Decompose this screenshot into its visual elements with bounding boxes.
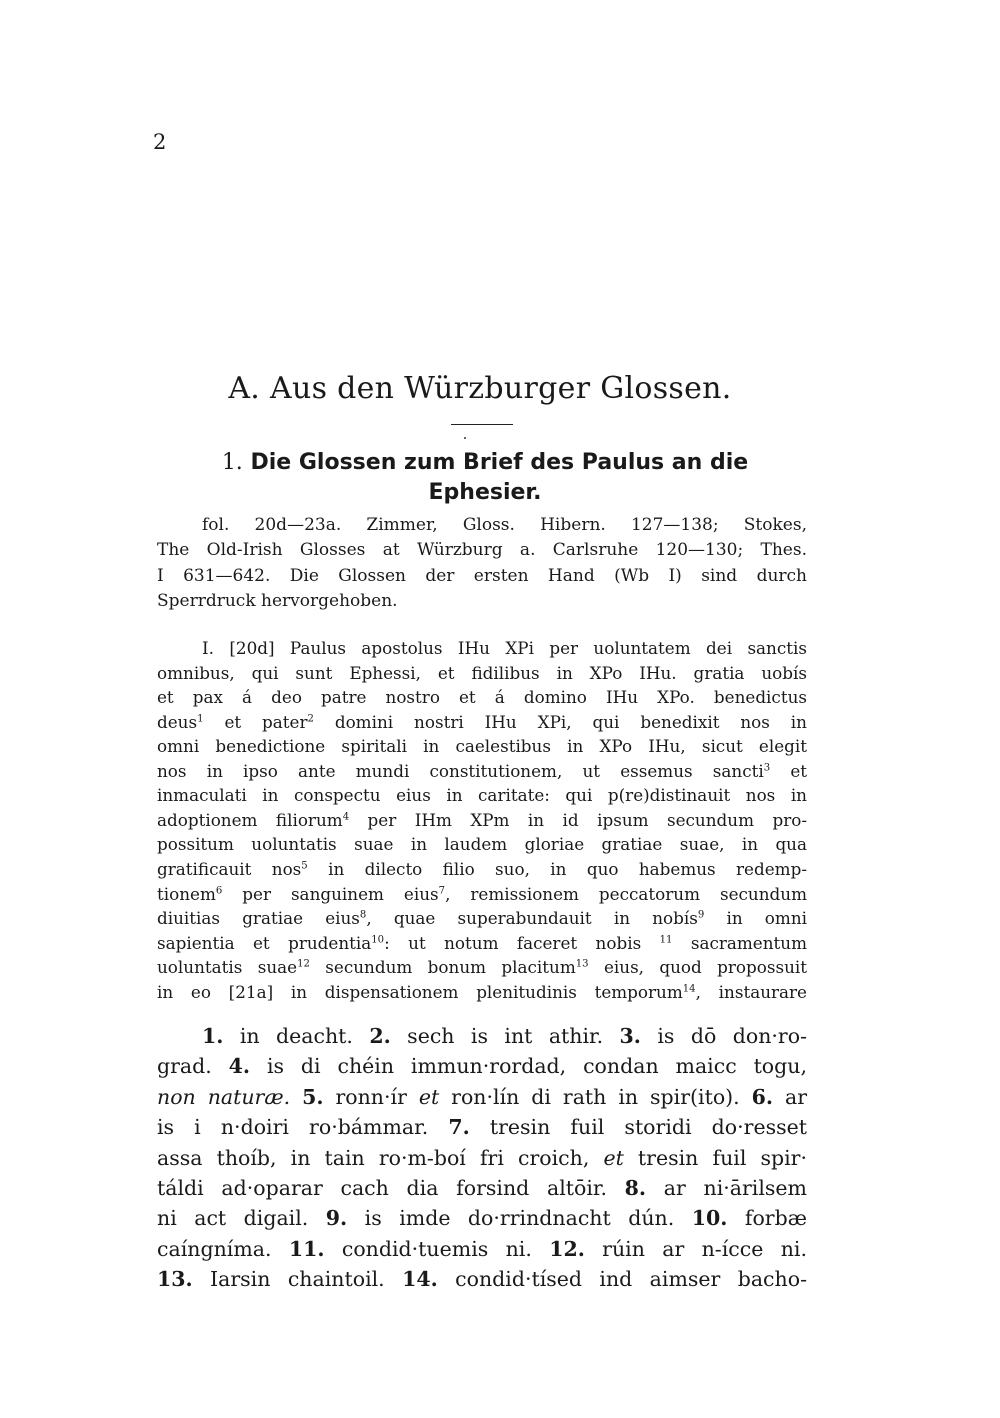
text-segment: tresin fuil storidi do·resset [469,1115,807,1140]
footnote-marker: 3 [763,762,771,774]
gloss-line [157,1112,807,1143]
text-line [157,906,807,931]
footnote-marker: 13 [575,958,589,970]
text-segment: secundum bonum placitum [309,957,576,978]
gloss-number: 13. [157,1267,193,1292]
text-segment: et [770,760,807,781]
text-segment: per sanguinem eius [222,883,439,904]
gloss-line [157,1082,807,1113]
title-rule-dot [464,437,466,439]
gloss-line [157,1173,807,1204]
footnote-marker: 2 [307,713,314,725]
text-line [157,955,807,980]
gloss-number: 7. [448,1115,470,1140]
subsection-number: 1. [221,450,243,475]
text-segment: is dō don·ro- [640,1024,808,1048]
text-segment [290,1085,302,1109]
gloss-number: 1. [202,1024,224,1048]
text-line: inmaculati in conspectu eius in caritate: qui p(re)distinauit nos in [157,785,807,806]
footnote-marker: 11 [659,934,673,945]
italic-text: non naturæ. [157,1084,291,1109]
gloss-number: 14. [402,1267,438,1292]
text-segment: condid·tuemis ni. [324,1236,550,1261]
gloss-number: 12. [549,1236,585,1261]
text-line: possitum uoluntatis suae in laudem gloriae gratiae suae, in qua [157,834,807,855]
text-line [157,857,807,882]
footnote-marker: 1 [197,713,204,725]
text-line [157,808,807,833]
text-segment: in eo [21a] in dispensationem plenitudinis temporum [157,981,683,1002]
text-segment: grad. [157,1054,229,1079]
text-segment: diuitias gratiae eius [157,908,360,929]
text-segment: sech is int athir. [390,1024,620,1048]
gloss-line [157,1021,807,1052]
gloss-number: 6. [751,1084,774,1109]
text-segment: in dilecto filio suo, in quo habemus redemp- [307,858,807,879]
gloss-number: 10. [691,1206,728,1231]
gloss-line [157,1234,807,1265]
gloss-number: 4. [228,1054,251,1079]
gloss-number: 9. [325,1206,348,1231]
gloss-line [157,1264,807,1295]
text-segment: is i n·doiri ro·bámmar. [157,1115,449,1140]
text-line: et pax á deo patre nostro et á domino IHu XPo. benedictus [157,687,807,708]
text-segment: in deacht. [223,1024,370,1048]
text-segment: is di chéin immun·rordad, condan maicc togu, [250,1054,807,1079]
gloss-number: 11. [288,1236,325,1261]
title-rule [451,424,513,425]
source-line: The Old-Irish Glosses at Würzburg a. Carlsruhe 120—130; Thes. [157,540,807,561]
text-segment: sapientia et prudentia [157,932,372,953]
source-line: fol. 20d—23a. Zimmer, Gloss. Hibern. 127—138; Stokes, [202,515,807,535]
subsection-title-line-2: Ephesier. [428,480,542,505]
italic-text: et [418,1084,440,1109]
text-segment: tionem [157,883,216,904]
text-segment: , remissionem peccatorum secundum [445,883,807,904]
text-segment: forbæ [727,1206,807,1231]
text-segment: , instaurare [695,981,807,1002]
footnote-marker: 4 [342,811,350,823]
text-segment: , quae superabundauit in nobís [366,908,698,929]
footnote-marker: 9 [697,909,705,921]
text-line: omni benedictione spiritali in caelestibus in XPo IHu, sicut elegit [157,736,807,757]
source-line: Sperrdruck hervorgehoben. [157,590,398,611]
text-segment: assa thoíb, in tain ro·m-boí fri croich, [157,1145,604,1170]
footnote-marker: 10 [371,934,385,945]
text-segment: per IHm XPm in id ipsum secundum pro- [349,809,807,830]
footnote-marker: 5 [301,860,308,872]
text-line [157,710,807,735]
text-line: I. [20d] Paulus apostolus IHu XPi per uoluntatem dei sanctis [202,638,807,658]
text-segment: tresin fuil spir· [623,1145,807,1170]
text-segment: adoptionem filiorum [157,809,343,830]
text-segment: in omni [704,908,807,929]
text-line [157,882,807,907]
text-segment: nos in ipso ante mundi constitutionem, ut essemus sancti [157,760,764,781]
text-segment: Iarsin chaintoil. [192,1267,403,1292]
section-title: A. Aus den Würzburger Glossen. [228,371,732,406]
text-segment: eius, quod propossuit [588,957,807,978]
subsection-title [160,448,810,508]
source-line: I 631—642. Die Glossen der ersten Hand (Wb I) sind durch [157,565,807,586]
text-segment: sacramentum [672,932,807,953]
page-number: 2 [153,130,167,154]
gloss-number: 5. [302,1084,324,1109]
gloss-number: 2. [369,1024,391,1048]
text-segment: gratificauit nos [157,858,302,879]
text-segment: rúin ar n-ícce ni. [584,1236,807,1261]
gloss-line [157,1143,807,1174]
text-segment: ar ni·ārilsem [646,1176,808,1200]
text-segment: uoluntatis suae [157,957,298,978]
text-segment: ni act digail. [157,1206,326,1231]
text-segment: ar [773,1084,807,1109]
gloss-number: 3. [619,1024,641,1048]
gloss-line [157,1203,807,1234]
text-segment: is imde do·rrindnacht dún. [347,1206,692,1231]
footnote-marker: 8 [359,909,367,921]
text-segment: ronn·ír [323,1084,419,1109]
text-line [157,931,807,956]
text-line [157,759,807,784]
gloss-line [157,1051,807,1082]
text-segment: ron·lín di rath in spir(ito). [439,1084,752,1109]
text-segment: : ut notum faceret nobis [384,932,660,953]
footnote-marker: 12 [297,958,310,970]
footnote-marker: 14 [682,983,696,995]
gloss-number: 8. [624,1176,647,1200]
text-segment: deus [157,711,198,732]
footnote-marker: 6 [215,884,223,896]
text-line [157,980,807,1005]
text-segment: et pater [203,711,308,732]
text-segment: domini nostri IHu XPi, qui benedixit nos in [313,711,807,732]
text-line: omnibus, qui sunt Ephessi, et fidilibus in XPo IHu. gratia uobís [157,662,807,683]
subsection-title-line-1: Die Glossen zum Brief des Paulus an die [250,450,749,475]
text-segment: condid·tísed ind aimser bacho- [437,1267,808,1292]
italic-text: et [603,1145,624,1170]
footnote-marker: 7 [438,884,446,896]
text-segment: táldi ad·oparar cach dia forsind altōir. [157,1176,625,1200]
text-segment: caíngníma. [157,1236,289,1261]
